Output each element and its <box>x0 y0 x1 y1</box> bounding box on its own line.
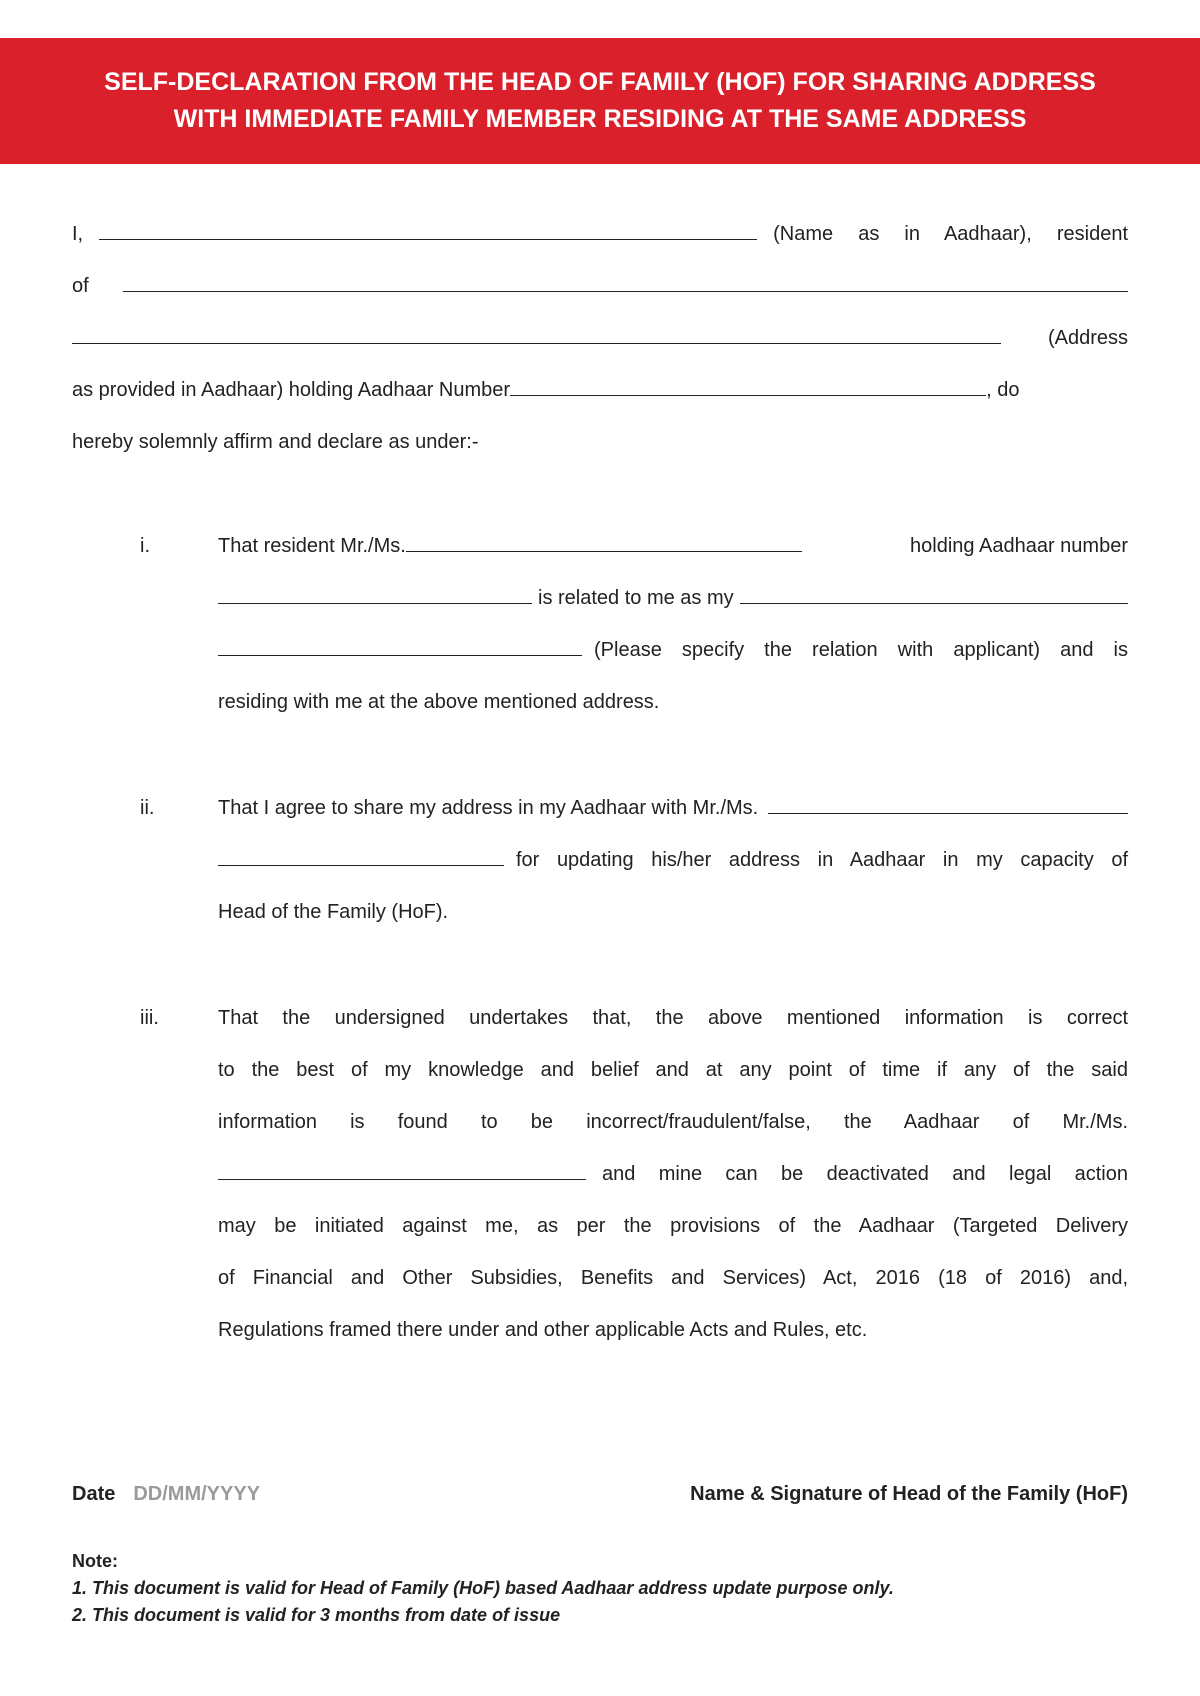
notes-section <box>72 1548 894 1629</box>
relative-name-field[interactable] <box>406 551 802 552</box>
note-item-2: 2. This document is valid for 3 months from date of issue <box>72 1605 561 1625</box>
address-suffix-label: (Address <box>1047 327 1128 349</box>
clause-1-residing-text: residing with me at the above mentioned address. <box>218 691 660 713</box>
clause-3-text-4: and mine can be deactivated and legal action <box>602 1163 1128 1185</box>
member-name-field-clause-3[interactable] <box>218 1179 586 1180</box>
clause-3-text-3: information is found to be incorrect/fraudulent/false, the Aadhaar of Mr./Ms. <box>218 1111 1128 1133</box>
aadhaar-suffix-label: , do <box>986 379 1020 401</box>
address-field-line-2[interactable] <box>72 343 1001 344</box>
clause-3-numeral: iii. <box>140 1007 159 1029</box>
date-row <box>72 1470 260 1506</box>
clause-2-line-2 <box>218 836 1128 872</box>
clause-1-line-4 <box>218 678 1128 714</box>
intro-line-of <box>72 262 1128 298</box>
name-suffix-label: (Name as in Aadhaar), resident <box>773 223 1128 245</box>
clause-2-hof-text: Head of the Family (HoF). <box>218 901 449 923</box>
clause-3-line-6 <box>218 1254 1128 1290</box>
intro-line-name <box>72 210 1128 246</box>
clause-2-line-1 <box>218 784 1128 820</box>
relation-field-line-1[interactable] <box>740 603 1128 604</box>
clause-1-line-2 <box>218 574 1128 610</box>
address-field-line-1[interactable] <box>123 291 1128 292</box>
intro-line-address <box>72 314 1128 350</box>
clause-3-text-2: to the best of my knowledge and belief and at any point of time if any of the said <box>218 1059 1128 1081</box>
page-title-line-2: WITH IMMEDIATE FAMILY MEMBER RESIDING AT THE SAME ADDRESS <box>173 105 1027 133</box>
member-name-field-line-1[interactable] <box>768 813 1128 814</box>
of-label: of <box>72 275 89 297</box>
clause-3-text-7: Regulations framed there under and other applicable Acts and Rules, etc. <box>218 1319 868 1341</box>
clause-1-resident-label: That resident Mr./Ms. <box>218 535 406 557</box>
header-banner <box>0 38 1200 164</box>
aadhaar-number-label: as provided in Aadhaar) holding Aadhaar Number <box>72 379 511 401</box>
clause-3-line-4 <box>218 1150 1128 1186</box>
member-name-field-line-2[interactable] <box>218 865 504 866</box>
date-label: Date <box>72 1483 116 1505</box>
name-field[interactable] <box>99 239 757 240</box>
intro-line-affirm <box>72 418 1128 454</box>
clause-1-holding-label: holding Aadhaar number <box>910 535 1128 557</box>
relative-aadhaar-field[interactable] <box>218 603 532 604</box>
clause-1-numeral: i. <box>140 535 150 557</box>
affirm-text: hereby solemnly affirm and declare as under:- <box>72 431 479 453</box>
clause-1-specify-label: (Please specify the relation with applicant) and is <box>594 639 1128 661</box>
relation-field-line-2[interactable] <box>218 655 582 656</box>
clause-1-line-1 <box>218 522 1128 558</box>
notes-title: Note: <box>72 1551 118 1571</box>
intro-line-aadhaar <box>72 366 1128 402</box>
clause-1-line-3 <box>218 626 1128 662</box>
clause-3-text-5: may be initiated against me, as per the provisions of the Aadhaar (Targeted Delivery <box>218 1215 1128 1237</box>
clause-2-numeral: ii. <box>140 797 155 819</box>
clause-3-line-1 <box>218 994 1128 1030</box>
clause-3-line-7 <box>218 1306 1128 1342</box>
clause-2-share-label: That I agree to share my address in my Aadhaar with Mr./Ms. <box>218 797 759 819</box>
clause-3-text-6: of Financial and Other Subsidies, Benefits and Services) Act, 2016 (18 of 2016) and, <box>218 1267 1128 1289</box>
clause-3-line-3 <box>218 1098 1128 1134</box>
page-title-line-1: SELF-DECLARATION FROM THE HEAD OF FAMILY (HOF) FOR SHARING ADDRESS <box>104 68 1096 96</box>
clause-3-text-1: That the undersigned undertakes that, the above mentioned information is correct <box>218 1007 1128 1029</box>
intro-i-label: I, <box>72 223 84 245</box>
date-field[interactable]: DD/MM/YYYY <box>133 1483 261 1505</box>
clause-2-line-3 <box>218 888 1128 924</box>
clause-1-related-label: is related to me as my <box>538 587 734 609</box>
signature-label: Name & Signature of Head of the Family (HoF) <box>690 1483 1128 1505</box>
aadhaar-number-field[interactable] <box>510 395 986 396</box>
clause-3-line-2 <box>218 1046 1128 1082</box>
note-item-1: 1. This document is valid for Head of Family (HoF) based Aadhaar address update purpose only. <box>72 1578 894 1598</box>
clause-2-updating-label: for updating his/her address in Aadhaar in my capacity of <box>516 849 1128 871</box>
clause-3-line-5 <box>218 1202 1128 1238</box>
